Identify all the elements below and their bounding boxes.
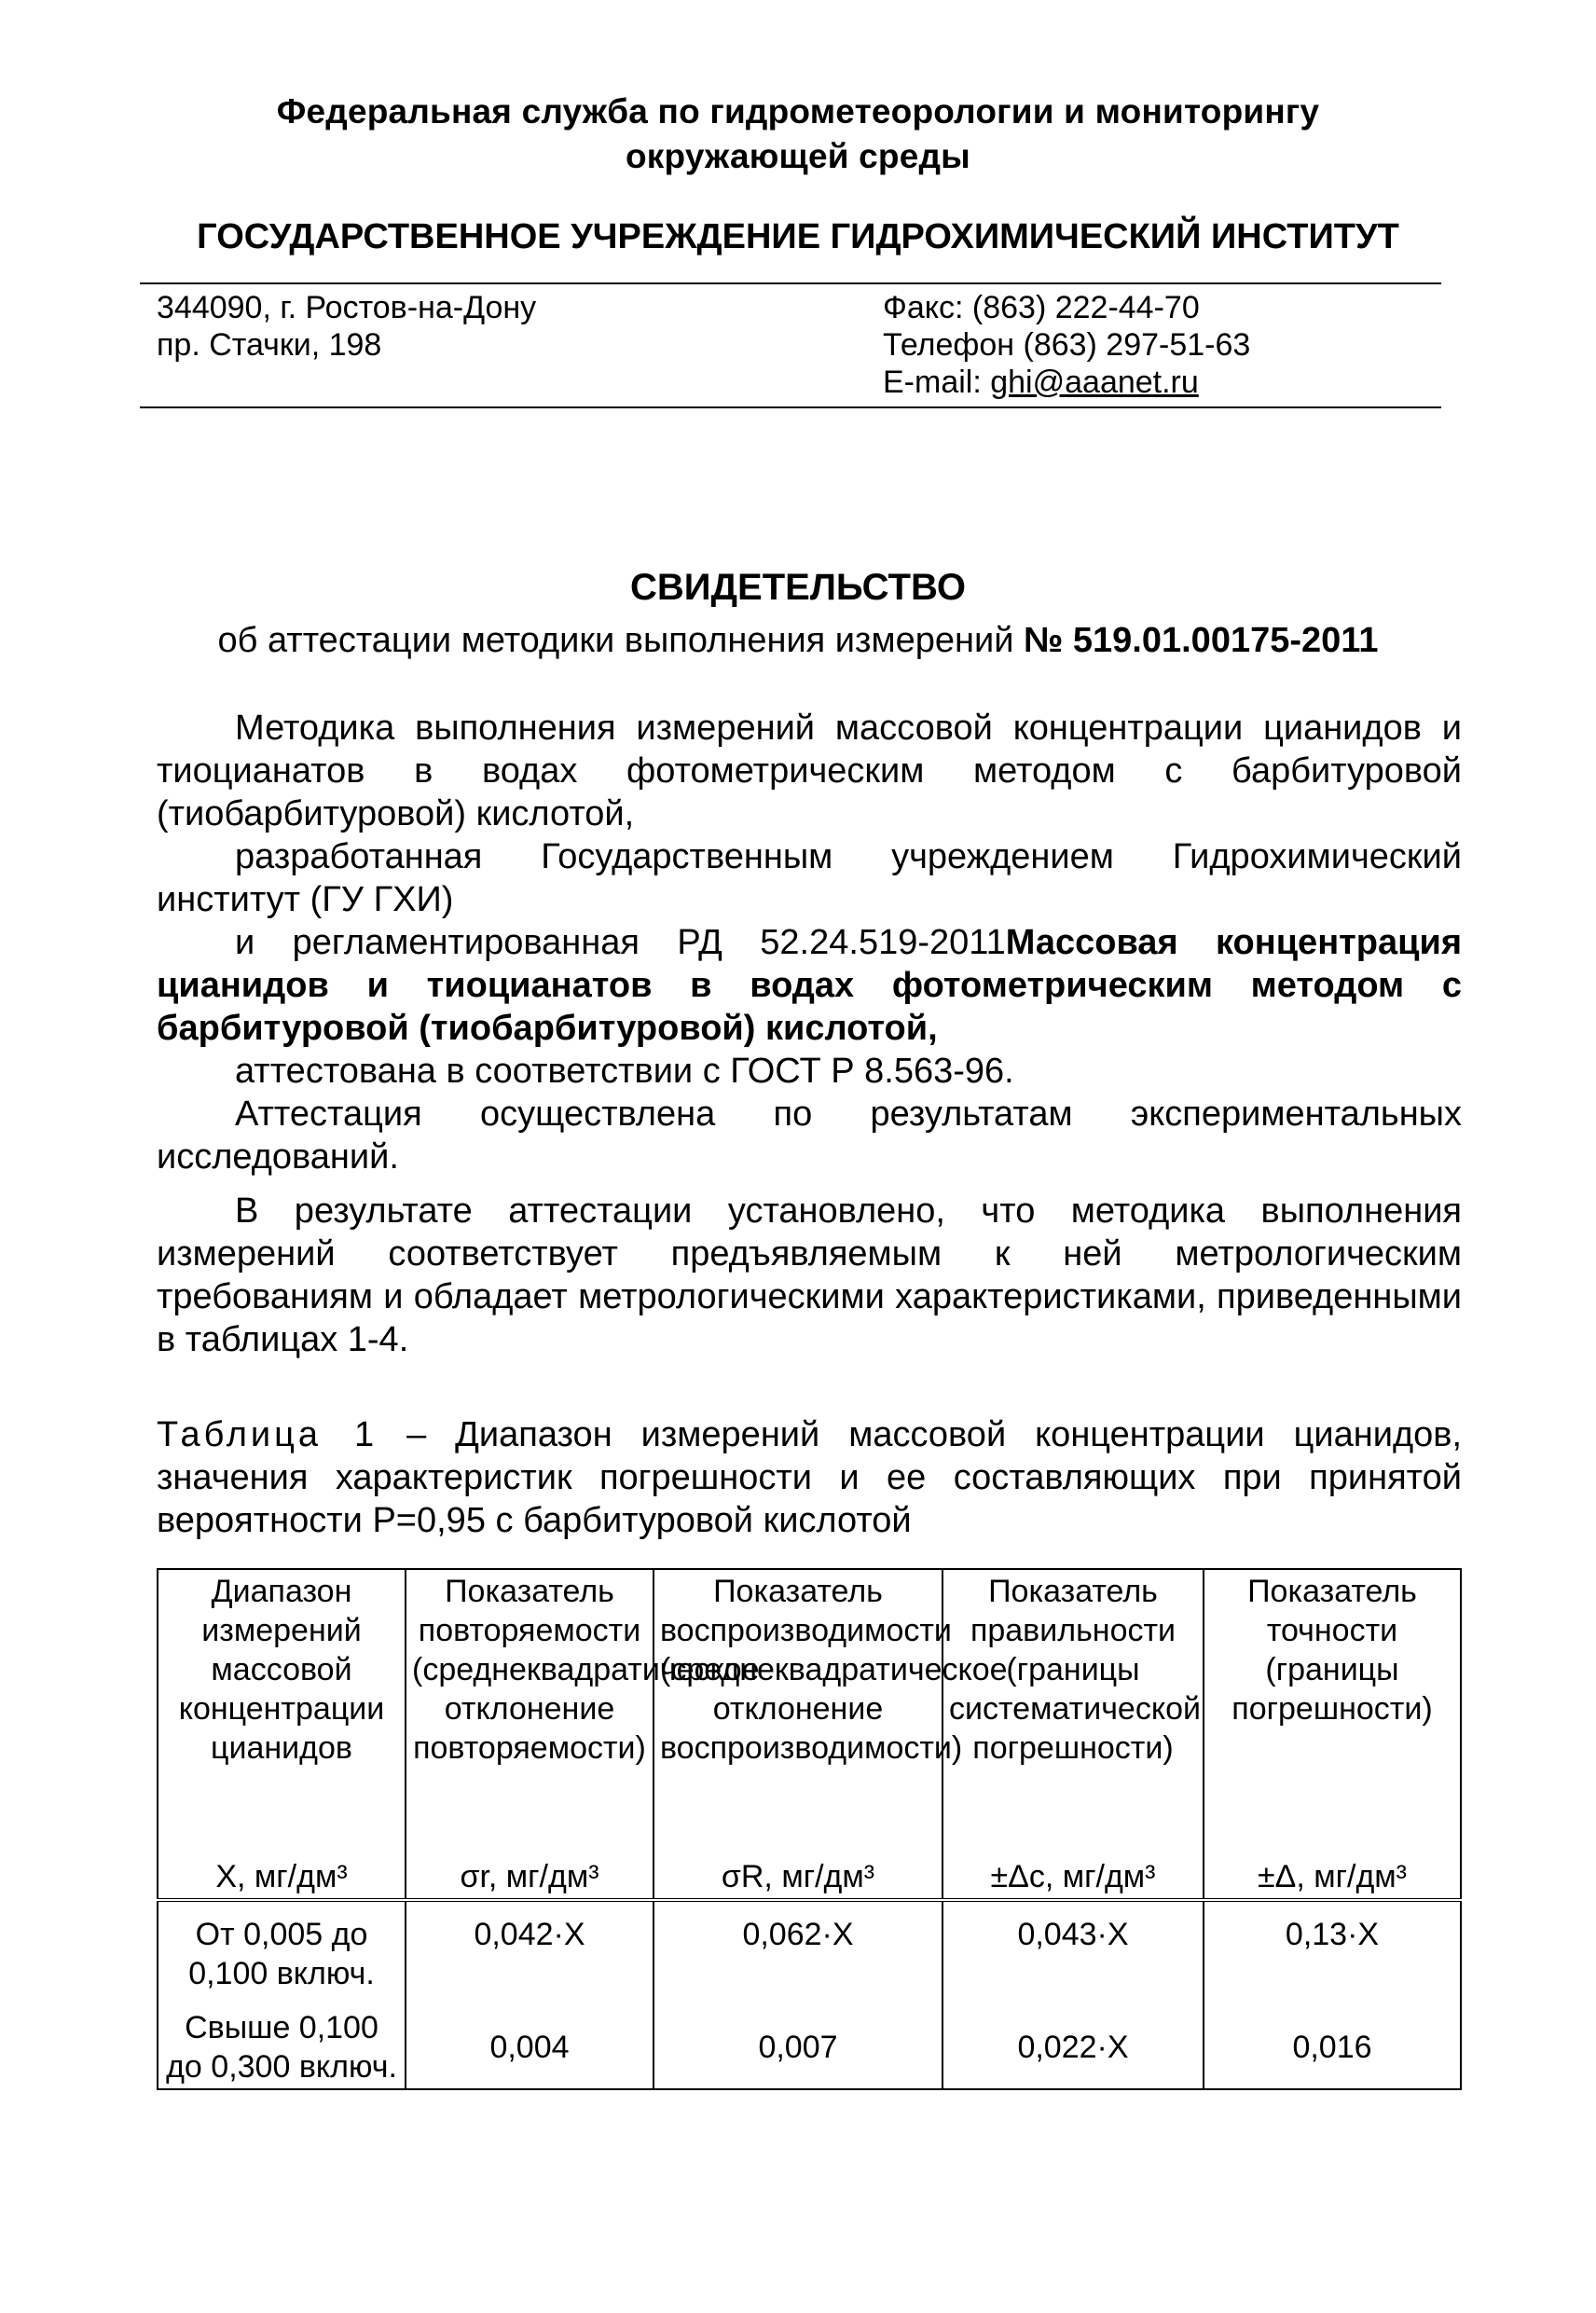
email-line [883, 364, 1199, 401]
body-paragraph-basis: Аттестация осуществлена по результатам экспериментальных исследований. [157, 1095, 1462, 1177]
table1-cell-range: Свыше 0,100 до 0,300 включ. [158, 1995, 406, 2089]
address-line2: пр. Стачки, 198 [157, 327, 382, 363]
table1-unit-range: X, мг/дм³ [158, 1848, 406, 1900]
table1-header-repeatability: Показатель повторяемости (среднеквадратическое отклонение повторяемости) [406, 1569, 654, 1848]
phone: Телефон (863) 297-51-63 [883, 327, 1251, 363]
table1-header-range: Диапазон измерений массовой концентрации цианидов [158, 1569, 406, 1848]
email-label: E-mail: [883, 365, 991, 400]
header-rule-bottom [140, 406, 1441, 408]
table-row [158, 1995, 1461, 2089]
table1-header-accuracy: Показатель точности (границы погрешности) [1204, 1569, 1461, 1848]
table1-cell-accuracy: 0,13·X [1204, 1900, 1461, 1995]
table1-unit-trueness: ±Δc, мг/дм³ [942, 1848, 1204, 1900]
certificate-number: № 519.01.00175-2011 [1023, 621, 1379, 660]
fax: Факс: (863) 222-44-70 [883, 290, 1200, 325]
body-paragraph-method: Методика выполнения измерений массовой концентрации цианидов и тиоцианатов в водах фотометрическим методом с барбитуровой (тиобарбитуровой) кислотой, [157, 709, 1462, 833]
org-name-line2: окружающей среды [626, 137, 970, 175]
table1-cell-reproducibility: 0,007 [654, 1995, 942, 2089]
table1-header-reproducibility: Показатель воспроизводимости (среднеквадратическое отклонение воспроизводимости) [654, 1569, 942, 1848]
table1-unit-repeatability: σr, мг/дм³ [406, 1848, 654, 1900]
header-rule-top [140, 282, 1441, 284]
address-line1: 344090, г. Ростов-на-Дону [157, 290, 537, 325]
table1-cell-repeatability: 0,004 [406, 1995, 654, 2089]
table1-cell-accuracy: 0,016 [1204, 1995, 1461, 2089]
regulation-title: Массовая концентрация цианидов и тиоцианатов в водах фотометрическим методом с барбитуровой (тиобарбитуровой) кислотой, [157, 923, 1462, 1048]
table1-cell-reproducibility: 0,062·X [654, 1900, 942, 1995]
table1-header-trueness: Показатель правильности (границы систематической погрешности) [942, 1569, 1204, 1848]
table1-unit-accuracy: ±Δ, мг/дм³ [1204, 1848, 1461, 1900]
table1-caption [157, 1413, 1462, 1542]
body-paragraph-regulation [157, 921, 1462, 1050]
body-paragraph-result: В результате аттестации установлено, что методика выполнения измерений соответствует предъявляемым к ней метрологическим требованиям и обладает метрологическими характеристиками, приведенными в таблицах 1-4. [157, 1191, 1462, 1359]
certificate-body [157, 707, 1462, 1361]
regulation-prefix: и регламентированная РД 52.24.519-2011 [235, 923, 1006, 962]
email-link[interactable]: ghi@aaanet.ru [990, 365, 1199, 400]
table1 [157, 1568, 1462, 2090]
body-paragraph-certified: аттестована в соответствии с ГОСТ Р 8.563-96. [235, 1052, 1014, 1091]
table1-cell-trueness: 0,043·X [942, 1900, 1204, 1995]
table-row [158, 1900, 1461, 1995]
certificate-subtitle [0, 619, 1596, 662]
certificate-title: СВИДЕТЕЛЬСТВО [630, 567, 966, 608]
table1-unit-reproducibility: σR, мг/дм³ [654, 1848, 942, 1900]
table1-cell-repeatability: 0,042·X [406, 1900, 654, 1995]
institution-name: ГОСУДАРСТВЕННОЕ УЧРЕЖДЕНИЕ ГИДРОХИМИЧЕСКИЙ ИНСТИТУТ [197, 217, 1399, 256]
org-name-line1: Федеральная служба по гидрометеорологии и мониторингу [276, 92, 1320, 131]
certificate-subtitle-text: об аттестации методики выполнения измерений [217, 621, 1024, 660]
table1-cell-range: От 0,005 до 0,100 включ. [158, 1900, 406, 1995]
table1-caption-lead: Таблица 1 [157, 1415, 378, 1454]
table1-caption-text: – Диапазон измерений массовой концентрации цианидов, значения характеристик погрешности и ее составляющих при принятой вероятности Р=0,95 с барбитуровой кислотой [157, 1415, 1463, 1540]
body-paragraph-developer: разработанная Государственным учреждением Гидрохимический институт (ГУ ГХИ) [157, 837, 1462, 919]
table1-cell-trueness: 0,022·X [942, 1995, 1204, 2089]
